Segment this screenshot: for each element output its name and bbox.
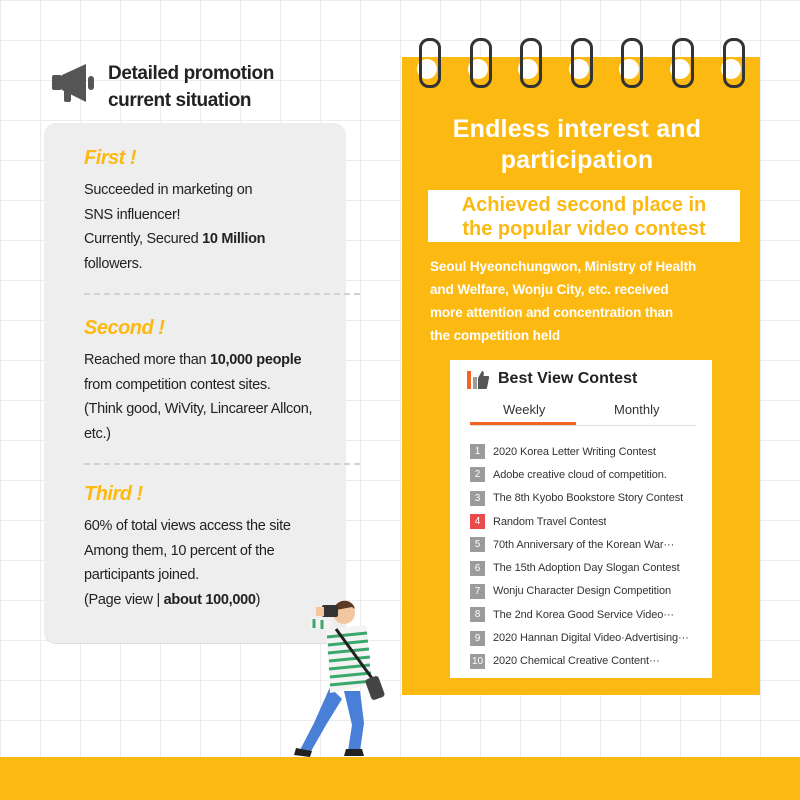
divider bbox=[84, 293, 360, 295]
rank-badge: 10 bbox=[471, 655, 484, 667]
highlight-line1: Achieved second place in bbox=[461, 194, 707, 216]
notebook-title bbox=[402, 114, 752, 176]
rank-badge: 2 bbox=[470, 467, 485, 482]
text-bold: 10,000 people bbox=[210, 352, 302, 368]
highlight-text bbox=[428, 190, 740, 241]
section-second bbox=[84, 317, 334, 446]
text-bold: 10 Million bbox=[202, 231, 266, 247]
rank-badge: 3 bbox=[470, 491, 485, 506]
binder-ring-icon bbox=[419, 38, 441, 88]
desc-line: the competition held bbox=[430, 328, 561, 343]
active-tab-indicator bbox=[470, 422, 576, 425]
text-part: Reached more than bbox=[84, 352, 210, 368]
rank-badge: 1 bbox=[470, 444, 485, 459]
rank-badge: 7 bbox=[470, 584, 485, 599]
highlight-box bbox=[428, 190, 740, 242]
list-item[interactable] bbox=[470, 603, 705, 626]
highlight-line2: the popular video contest bbox=[462, 218, 706, 240]
text-line: 60% of total views access the site bbox=[84, 518, 291, 534]
text-line: etc.) bbox=[84, 425, 111, 442]
page-title bbox=[108, 60, 274, 114]
contest-name: The 15th Adoption Day Slogan Contest bbox=[493, 562, 680, 575]
list-item[interactable] bbox=[470, 580, 705, 603]
text-line: followers. bbox=[84, 255, 143, 272]
text-part: (Page view | bbox=[84, 591, 164, 608]
text-line bbox=[84, 227, 334, 252]
promotion-card bbox=[44, 123, 346, 643]
rank-badge: 8 bbox=[470, 607, 485, 622]
section-title-first: First ! bbox=[84, 147, 137, 169]
section-text-first bbox=[84, 178, 334, 276]
megaphone-icon bbox=[50, 62, 100, 104]
binder-ring-icon bbox=[621, 38, 643, 88]
text-line: SNS influencer! bbox=[84, 206, 181, 223]
binder-ring-icon bbox=[672, 38, 694, 88]
desc-line: and Welfare, Wonju City, etc. received bbox=[430, 282, 669, 297]
contest-list bbox=[470, 440, 705, 673]
page-title-line1: Detailed promotion bbox=[108, 63, 274, 84]
list-item[interactable] bbox=[470, 440, 705, 463]
text-part: Currently, Secured bbox=[84, 231, 203, 247]
desc-line: Seoul Hyeonchungwon, Ministry of Health bbox=[430, 259, 697, 274]
rank-badge: 6 bbox=[470, 561, 485, 576]
text-part: ) bbox=[255, 591, 261, 608]
contest-name: Adobe creative cloud of competition. bbox=[493, 468, 667, 481]
panel-title: Best View Contest bbox=[498, 370, 638, 387]
binder-ring-icon bbox=[571, 38, 593, 88]
section-text-second bbox=[84, 348, 334, 446]
binder-ring-icon bbox=[470, 38, 492, 88]
contest-name: 2020 Korea Letter Writing Contest bbox=[493, 445, 656, 458]
list-item[interactable] bbox=[470, 463, 705, 486]
text-line: from competition contest sites. bbox=[84, 376, 271, 393]
tab-monthly[interactable]: Monthly bbox=[614, 402, 660, 417]
section-title-third: Third ! bbox=[84, 483, 143, 505]
list-item[interactable] bbox=[470, 626, 705, 649]
section-third bbox=[84, 483, 334, 612]
thumbs-up-icon bbox=[466, 368, 490, 390]
contest-name: 70th Anniversary of the Korean War··· bbox=[493, 538, 675, 551]
page-title-line2: current situation bbox=[108, 90, 252, 111]
text-line bbox=[84, 348, 334, 373]
list-item[interactable] bbox=[470, 510, 705, 533]
desc-line: more attention and concentration than bbox=[430, 305, 674, 320]
text-line: (Think good, WiVity, Lincareer Allcon, bbox=[84, 401, 313, 417]
section-title-second: Second ! bbox=[84, 317, 165, 339]
best-view-contest-panel bbox=[450, 360, 712, 678]
text-line: Among them, 10 percent of the bbox=[84, 542, 275, 559]
photographer-illustration bbox=[292, 595, 397, 760]
contest-name: 2020 Chemical Creative Content··· bbox=[493, 655, 660, 668]
tab-weekly[interactable]: Weekly bbox=[503, 402, 546, 417]
list-item[interactable] bbox=[470, 650, 705, 673]
rank-badge: 9 bbox=[470, 631, 485, 646]
tab-separator bbox=[470, 425, 696, 426]
list-item[interactable] bbox=[470, 487, 705, 510]
contest-name: Wonju Character Design Competition bbox=[493, 585, 671, 598]
contest-name: 2020 Hannan Digital Video·Advertising··· bbox=[493, 632, 689, 645]
notebook-title-line2: participation bbox=[500, 146, 654, 174]
text-line: participants joined. bbox=[84, 567, 199, 583]
notebook-description bbox=[430, 255, 750, 347]
divider bbox=[84, 463, 360, 465]
list-item[interactable] bbox=[470, 533, 705, 556]
text-line: Succeeded in marketing on bbox=[84, 182, 253, 198]
contest-name: Random Travel Contest bbox=[493, 515, 607, 528]
text-bold: about 100,000 bbox=[163, 591, 256, 608]
list-item[interactable] bbox=[470, 556, 705, 579]
notebook-title-line1: Endless interest and bbox=[452, 115, 702, 143]
footer-band bbox=[0, 757, 800, 800]
rank-badge: 4 bbox=[470, 514, 485, 529]
section-first bbox=[84, 147, 334, 276]
contest-name: The 8th Kyobo Bookstore Story Contest bbox=[493, 492, 684, 505]
binder-ring-icon bbox=[723, 38, 745, 88]
binder-ring-icon bbox=[520, 38, 542, 88]
contest-name: The 2nd Korea Good Service Video··· bbox=[493, 608, 674, 621]
rank-badge: 5 bbox=[470, 537, 485, 552]
